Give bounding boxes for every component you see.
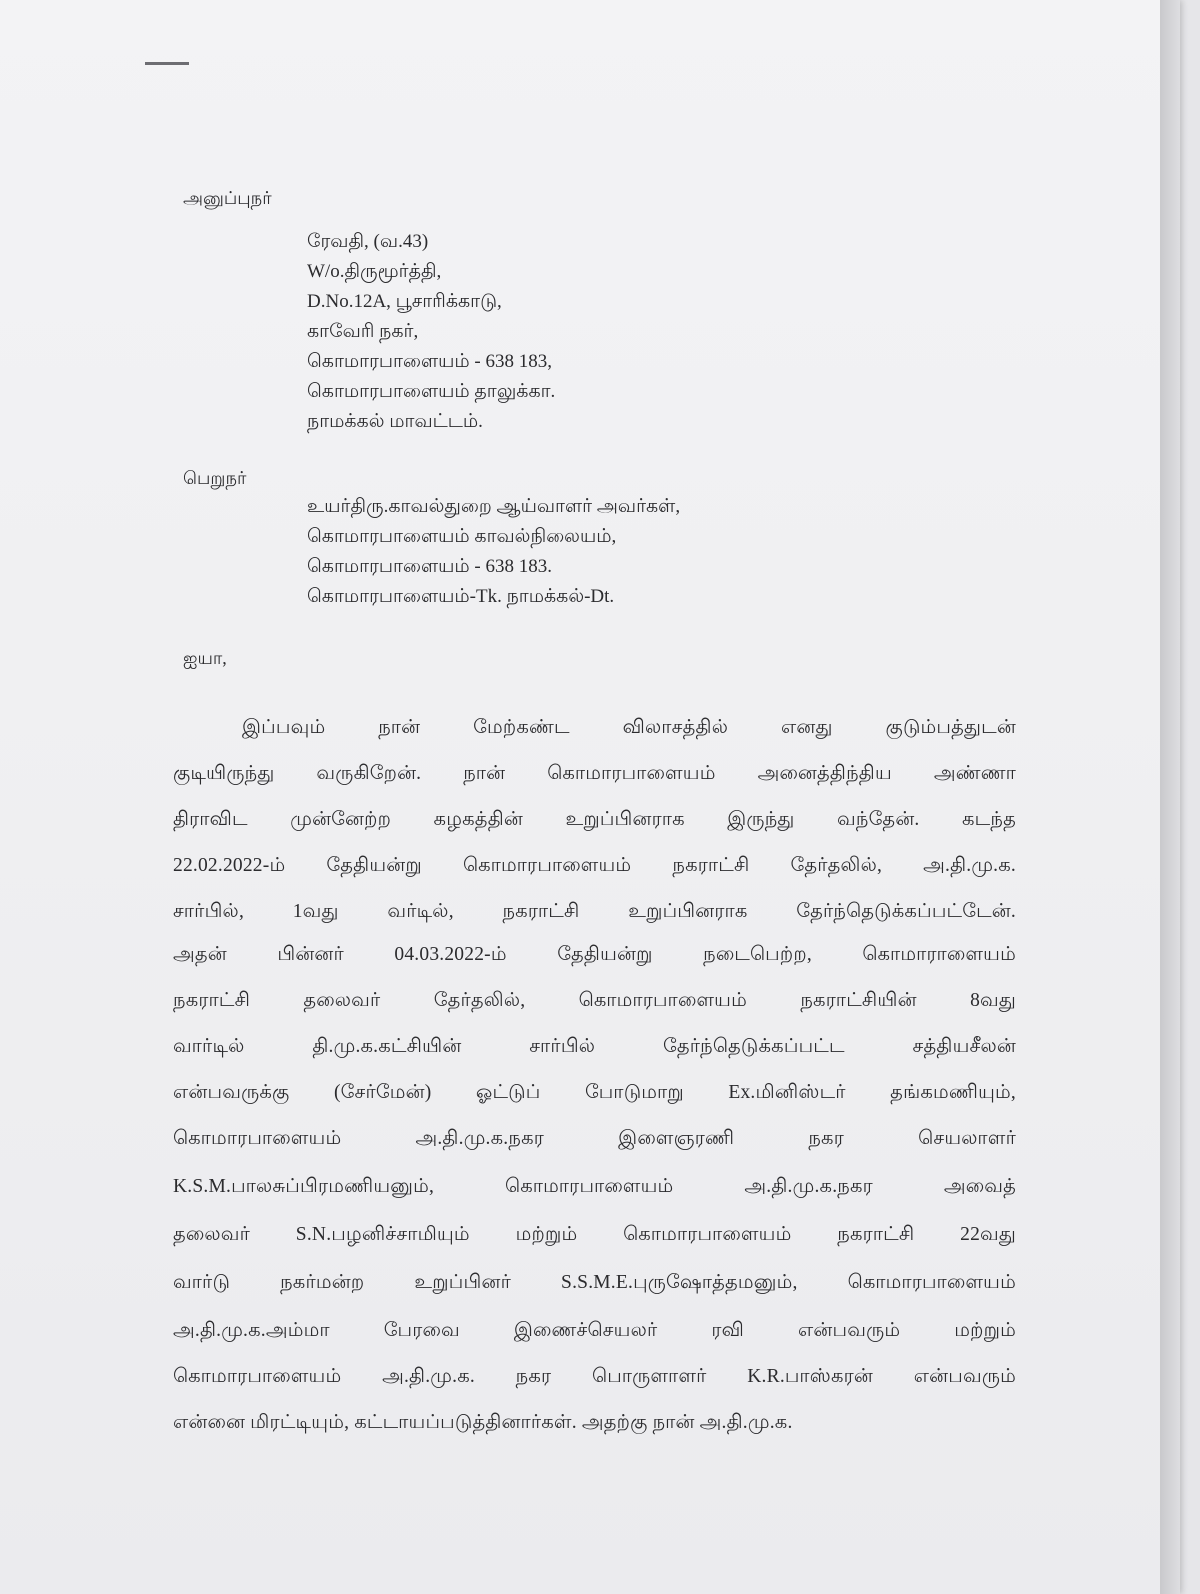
body-line: இப்பவும் நான் மேற்கண்ட விலாசத்தில் எனது குடும்பத்துடன் [242,717,1016,738]
body-line: என்னை மிரட்டியும், கட்டாயப்படுத்தினார்கள். அதற்கு நான் அ.தி.மு.க. [173,1412,793,1433]
body-line: சார்பில், 1வது வர்டில், நகராட்சி உறுப்பினராக தேர்ந்தெடுக்கப்பட்டேன். [173,901,1016,922]
recipient-line-taluk-district: கொமாரபாளையம்-Tk. நாமக்கல்-Dt. [307,586,615,607]
sender-line-husband: W/o.திருமூர்த்தி, [307,261,442,282]
body-line: 22.02.2022-ம் தேதியன்று கொமாரபாளையம் நகராட்சி தேர்தலில், அ.தி.மு.க. [173,855,1016,876]
body-line: கொமாரபாளையம் அ.தி.மு.க.நகர இளைஞரணி நகர செயலாளர் [173,1128,1016,1149]
body-line: நகராட்சி தலைவர் தேர்தலில், கொமாரபாளையம் நகராட்சியின் 8வது [173,990,1016,1011]
body-line: தலைவர் S.N.பழனிச்சாமியும் மற்றும் கொமாரபாளையம் நகராட்சி 22வது [173,1224,1016,1245]
sender-line-door: D.No.12A, பூசாரிக்காடு, [307,291,502,312]
sender-line-district: நாமக்கல் மாவட்டம். [307,411,483,432]
body-line: அதன் பின்னர் 04.03.2022-ம் தேதியன்று நடைபெற்ற, கொமாராளையம் [173,944,1016,965]
body-line: திராவிட முன்னேற்ற கழகத்தின் உறுப்பினராக இருந்து வந்தேன். கடந்த [173,809,1016,830]
pen-dash-mark [145,62,189,65]
body-line: வார்டு நகர்மன்ற உறுப்பினர் S.S.M.E.புருஷோத்தமனும், கொமாரபாளையம் [173,1272,1016,1293]
salutation: ஐயா, [183,648,227,668]
recipient-line-title: உயர்திரு.காவல்துறை ஆய்வாளர் அவர்கள், [307,496,681,517]
body-line: குடியிருந்து வருகிறேன். நான் கொமாரபாளையம் அனைத்திந்திய அண்ணா [173,763,1016,784]
body-line: கொமாரபாளையம் அ.தி.மு.க. நகர பொருளாளர் K.R.பாஸ்கரன் என்பவரும் [173,1366,1016,1387]
sender-line-taluk: கொமாரபாளையம் தாலுக்கா. [307,381,556,402]
body-line: என்பவருக்கு (சேர்மேன்) ஓட்டுப் போடுமாறு Ex.மினிஸ்டர் தங்கமணியும், [173,1082,1016,1103]
sender-line-town: கொமாரபாளையம் - 638 183, [307,351,552,372]
body-line: அ.தி.மு.க.அம்மா பேரவை இணைச்செயலர் ரவி என்பவரும் மற்றும் [173,1320,1016,1341]
recipient-line-town: கொமாரபாளையம் - 638 183. [307,556,552,577]
recipient-label: பெறுநர் [183,468,247,488]
sender-label: அனுப்புநர் [183,188,272,208]
body-line: வார்டில் தி.மு.க.கட்சியின் சார்பில் தேர்ந்தெடுக்கப்பட்ட சத்தியசீலன் [173,1036,1016,1057]
sender-line-area: காவேரி நகர், [307,321,419,342]
sender-line-name: ரேவதி, (வ.43) [307,231,429,252]
body-line: K.S.M.பாலசுப்பிரமணியனும், கொமாரபாளையம் அ.தி.மு.க.நகர அவைத் [173,1176,1016,1197]
underlying-page-edge [1160,0,1180,1594]
recipient-line-station: கொமாரபாளையம் காவல்நிலையம், [307,526,617,547]
